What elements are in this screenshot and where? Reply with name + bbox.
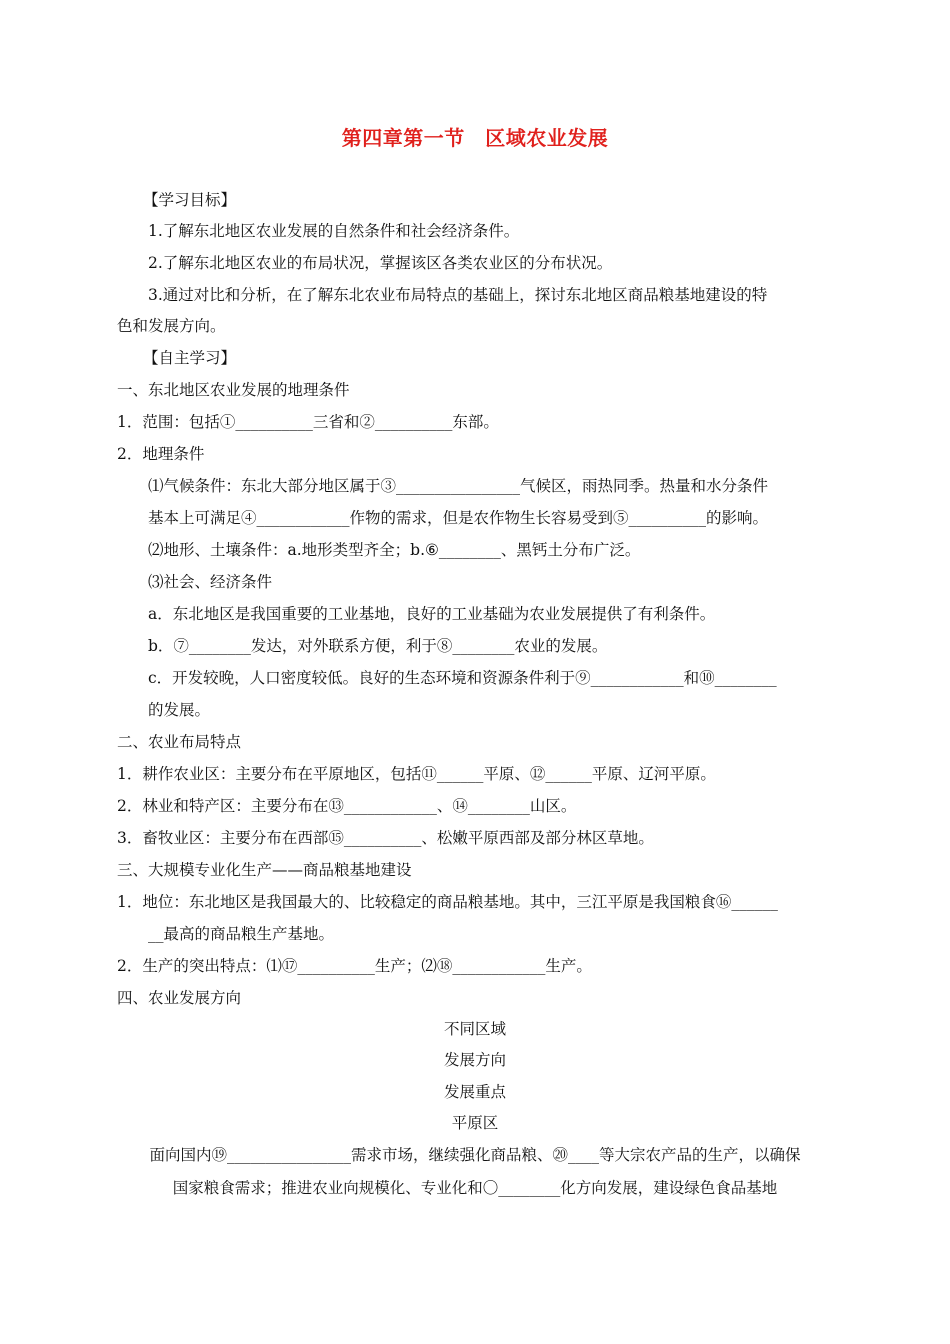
table-cell-plain-focus-cont: 国家粮食需求；推进农业向规模化、专业化和〇________化方向发展，建设绿色食品基地 [172,1179,778,1197]
table-header-region: 不同区域 [443,1020,506,1038]
heading-3: 三、大规模专业化生产——商品粮基地建设 [117,861,412,879]
item-status: 1．地位：东北地区是我国最大的、比较稳定的商品粮基地。其中，三江平原是我国粮食⑯______ [117,893,778,911]
item-scope: 1．范围：包括①__________三省和②__________东部。 [117,413,499,431]
item-geo-conditions: 2．地理条件 [117,445,205,463]
objective-1: 1.了解东北地区农业发展的自然条件和社会经济条件。 [148,222,520,240]
item-a: a．东北地区是我国重要的工业基地，良好的工业基础为农业发展提供了有利条件。 [148,605,716,623]
objective-3: 3.通过对比和分析，在了解东北农业布局特点的基础上，探讨东北地区商品粮基地建设的特 [148,286,768,304]
heading-2: 二、农业布局特点 [117,733,242,751]
item-livestock: 3．畜牧业区：主要分布在西部⑮__________、松嫩平原西部及部分林区草地。 [117,829,654,847]
item-climate: ⑴气候条件：东北大部分地区属于③________________气候区，雨热同季。热量和水分条件 [148,477,769,495]
item-c: c．开发较晚，人口密度较低。良好的生态环境和资源条件利于⑨____________和⑩________ [148,669,777,687]
objective-3-cont: 色和发展方向。 [117,317,226,335]
section-heading-selfstudy: 【自主学习】 [143,349,237,367]
item-socioeconomic: ⑶社会、经济条件 [148,573,273,591]
item-forestry: 2．林业和特产区：主要分布在⑬____________、⑭________山区。 [117,797,577,815]
table-header-focus: 发展重点 [443,1083,506,1101]
item-features: 2．生产的突出特点：⑴⑰__________生产；⑵⑱____________生产。 [117,957,592,975]
objective-2: 2.了解东北地区农业的布局状况，掌握该区各类农业区的分布状况。 [148,254,613,272]
page-title: 第四章第一节 区域农业发展 [341,126,609,150]
item-status-cont: __最高的商品粮生产基地。 [148,925,335,943]
item-cropland: 1．耕作农业区：主要分布在平原地区，包括⑪______平原、⑫______平原、辽河平原。 [117,765,716,783]
table-cell-plain-focus: 面向国内⑲________________需求市场，继续强化商品粮、⑳____等大宗农产品的生产，以确保 [149,1146,801,1164]
table-cell-plain: 平原区 [451,1114,499,1132]
item-c-cont: 的发展。 [148,701,211,719]
item-climate-cont: 基本上可满足④____________作物的需求，但是农作物生长容易受到⑤__________的影响。 [148,509,769,527]
section-heading-objectives: 【学习目标】 [143,191,237,209]
item-b: b．⑦________发达，对外联系方便，利于⑧________农业的发展。 [148,637,608,655]
heading-1: 一、东北地区农业发展的地理条件 [117,381,350,399]
table-header-direction: 发展方向 [443,1051,506,1069]
heading-4: 四、农业发展方向 [117,989,242,1007]
item-terrain-soil: ⑵地形、土壤条件：a.地形类型齐全；b.⑥________、黑钙土分布广泛。 [148,541,641,559]
